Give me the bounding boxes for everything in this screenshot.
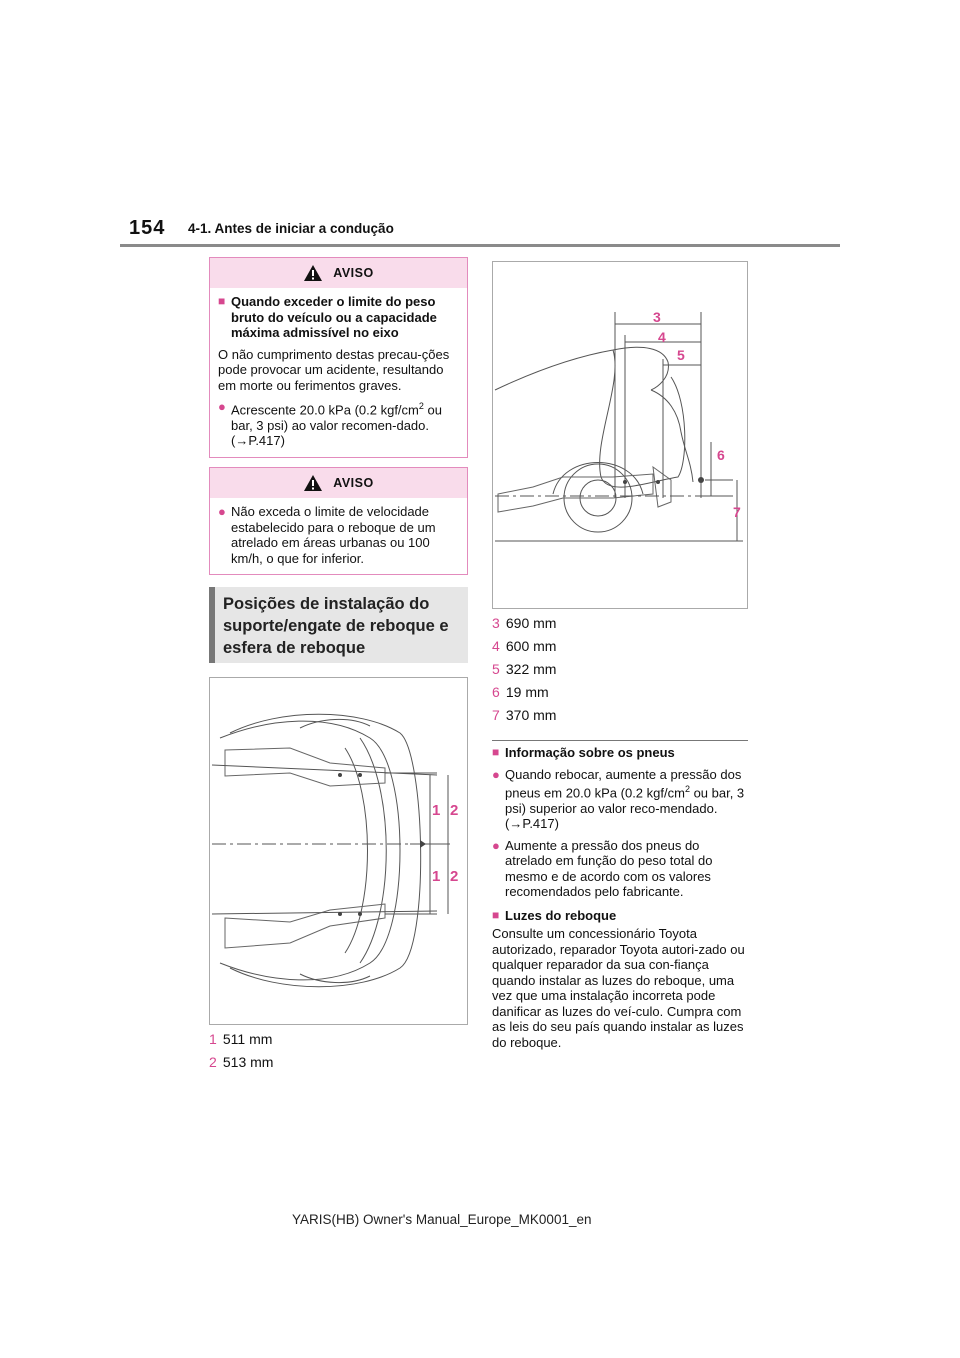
dimension-label: 5 — [677, 347, 685, 363]
dimension-label: 1 — [432, 868, 441, 885]
dimension-label: 6 — [717, 447, 725, 463]
car-top-view-illustration — [210, 678, 467, 1024]
dimension-label: 2 — [450, 802, 459, 819]
tire-bullet: ● Aumente a pressão dos pneus do atrelado em função do peso total do mesmo e de acordo com os valores recomendados pelo fabricante. — [492, 837, 713, 900]
lights-heading: ■ Luzes do reboque — [492, 907, 617, 923]
dimension-label: 4 — [658, 329, 666, 345]
measurement-item: 2 513 mm — [209, 1054, 274, 1070]
measurement-item: 6 19 mm — [492, 684, 549, 700]
warning-body — [210, 498, 467, 574]
warning-bullet: ● Não exceda o limite de velocidade estabelecido para o reboque de um atrelado em áreas urbanas ou 100 km/h, o que for inferior. — [218, 504, 436, 566]
measurement-item: 1 511 mm — [209, 1031, 273, 1047]
warning-subheading: ■ Quando exceder o limite do peso bruto do veículo ou a capacidade máxima admissível no eixo — [218, 294, 437, 340]
dimension-label: 7 — [733, 504, 741, 520]
warning-header — [210, 468, 467, 498]
measurement-item: 4 600 mm — [492, 638, 557, 654]
circle-bullet-icon: ● — [218, 504, 226, 519]
section-heading: Posições de instalação do suporte/engate de reboque e esfera de reboque — [209, 587, 468, 663]
warning-triangle-icon — [303, 264, 323, 282]
warning-box-speed — [209, 467, 468, 575]
circle-bullet-icon: ● — [492, 766, 500, 782]
square-bullet-icon: ■ — [492, 907, 500, 922]
square-bullet-icon: ■ — [218, 294, 226, 308]
warning-label: AVISO — [333, 266, 374, 280]
measurement-list-left — [209, 1028, 273, 1074]
tire-info-heading: ■ Informação sobre os pneus — [492, 745, 675, 760]
warning-triangle-icon — [303, 474, 323, 492]
car-side-view-illustration — [493, 262, 747, 608]
tire-info-section — [492, 745, 748, 1050]
circle-bullet-icon: ● — [218, 399, 226, 414]
warning-body — [210, 288, 467, 457]
circle-bullet-icon: ● — [492, 837, 500, 853]
section-title: 4-1. Antes de iniciar a condução — [188, 221, 394, 236]
dimension-label: 3 — [653, 309, 661, 325]
tire-bullet: ● Quando rebocar, aumente a pressão dos pneus em 20.0 kPa (0.2 kgf/$cm^2$ ou bar, 3 psi) superior ao valor reco-mendado. (→P.417) — [492, 766, 745, 832]
figure-side-view — [492, 261, 748, 609]
lights-text: Consulte um concessionário Toyota autorizado, reparador Toyota autori-zado ou qualquer reparador da sua con-fiança quando instalar as luzes do reboque, uma vez que uma instalação incorreta pode danificar as luzes do veí-culo. Cumpra com as leis do seu país quando instalar as luzes do reboque. — [492, 926, 745, 1050]
figure-top-view — [209, 677, 468, 1025]
dimension-label: 2 — [450, 868, 459, 885]
warning-header — [210, 258, 467, 288]
measurement-item: 7 370 mm — [492, 707, 557, 723]
page-footer: YARIS(HB) Owner's Manual_Europe_MK0001_en — [292, 1212, 592, 1227]
measurement-list-right — [492, 612, 556, 727]
measurement-item: 3 690 mm — [492, 615, 557, 631]
warning-bullet: ● Acrescente 20.0 kPa (0.2 kgf/$cm^2$ ou bar, 3 psi) ao valor recomen-dado. (→P.417) — [218, 399, 442, 449]
page-number: 154 — [129, 217, 166, 239]
header-rule — [120, 244, 840, 247]
measurement-item: 5 322 mm — [492, 661, 557, 677]
square-bullet-icon: ■ — [492, 745, 500, 759]
warning-label: AVISO — [333, 476, 374, 490]
warning-box-weight — [209, 257, 468, 458]
warning-text: O não cumprimento destas precau-ções pode provocar um acidente, resultando em morte ou ferimentos graves. — [218, 346, 450, 393]
section-divider — [492, 740, 748, 741]
dimension-label: 1 — [432, 802, 441, 819]
